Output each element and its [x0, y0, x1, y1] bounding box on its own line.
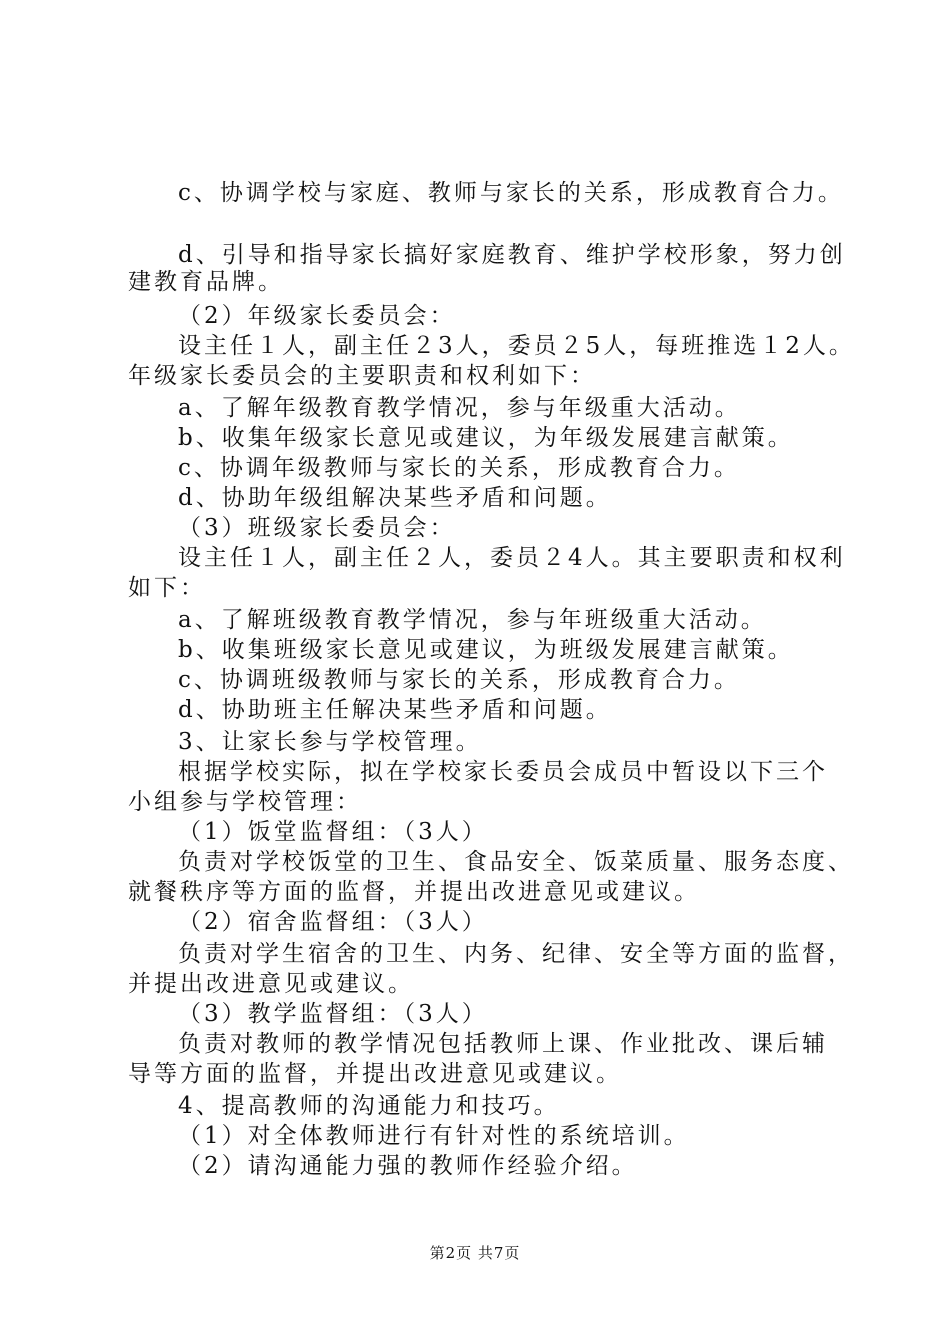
- section-heading: （2）年级家长委员会：: [178, 303, 456, 329]
- list-item: c、协调班级教师与家长的关系，形成教育合力。: [178, 667, 740, 693]
- body-line: 就餐秩序等方面的监督，并提出改进意见或建议。: [128, 879, 700, 905]
- body-line: 负责对教师的教学情况包括教师上课、作业批改、课后辅: [178, 1031, 828, 1057]
- list-item: d、协助年级组解决某些矛盾和问题。: [178, 485, 612, 511]
- body-line: 并提出改进意见或建议。: [128, 971, 414, 997]
- list-item: b、收集年级家长意见或建议，为年级发展建言献策。: [178, 425, 794, 451]
- body-line: d、引导和指导家长搞好家庭教育、维护学校形象，努力创: [178, 242, 846, 268]
- body-line: 建教育品牌。: [128, 269, 284, 295]
- section-heading: （1）饭堂监督组：（3人）: [178, 819, 488, 845]
- body-line: 年级家长委员会的主要职责和权利如下：: [128, 363, 596, 389]
- section-heading: （2）宿舍监督组：（3人）: [178, 909, 488, 935]
- section-heading: 4、提高教师的沟通能力和技巧。: [178, 1093, 560, 1119]
- body-line: 负责对学校饭堂的卫生、食品安全、饭菜质量、服务态度、: [178, 849, 854, 875]
- body-line: 导等方面的监督，并提出改进意见或建议。: [128, 1061, 622, 1087]
- section-heading: 3、让家长参与学校管理。: [178, 729, 482, 755]
- body-line: 小组参与学校管理：: [128, 789, 362, 815]
- body-line: c、协调学校与家庭、教师与家长的关系，形成教育合力。: [178, 180, 844, 206]
- body-line: 设主任１人，副主任２人，委员２4人。其主要职责和权利: [178, 545, 846, 571]
- list-item: （1）对全体教师进行有针对性的系统培训。: [178, 1123, 690, 1149]
- section-heading: （3）教学监督组：（3人）: [178, 1001, 488, 1027]
- list-item: a、了解年级教育教学情况，参与年级重大活动。: [178, 395, 741, 421]
- page-number-footer: 第2页 共7页: [429, 1244, 521, 1262]
- body-line: 如下：: [128, 575, 206, 601]
- list-item: b、收集班级家长意见或建议，为班级发展建言献策。: [178, 637, 794, 663]
- body-line: 负责对学生宿舍的卫生、内务、纪律、安全等方面的监督，: [178, 941, 854, 967]
- list-item: （2）请沟通能力强的教师作经验介绍。: [178, 1153, 638, 1179]
- list-item: c、协调年级教师与家长的关系，形成教育合力。: [178, 455, 740, 481]
- section-heading: （3）班级家长委员会：: [178, 515, 456, 541]
- body-line: 设主任１人，副主任２3人，委员２5人，每班推选１2人。: [178, 333, 855, 359]
- list-item: a、了解班级教育教学情况，参与年班级重大活动。: [178, 607, 767, 633]
- body-line: 根据学校实际，拟在学校家长委员会成员中暂设以下三个: [178, 759, 828, 785]
- list-item: d、协助班主任解决某些矛盾和问题。: [178, 697, 612, 723]
